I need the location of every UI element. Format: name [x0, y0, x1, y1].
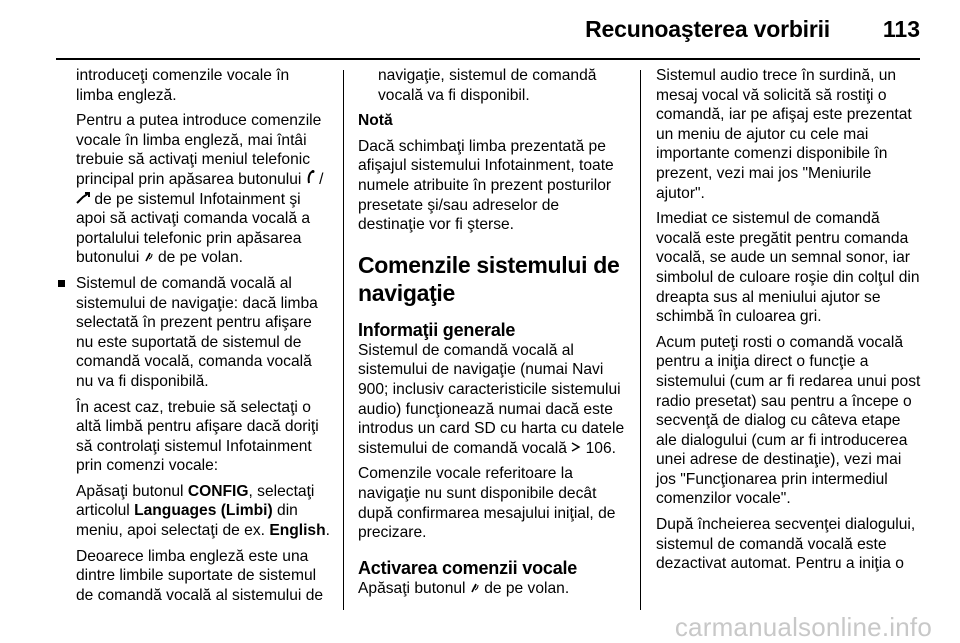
section-heading: Comenzile sistemului de navigaţie — [358, 251, 620, 306]
voice-control-icon — [470, 579, 480, 599]
paragraph — [56, 111, 330, 268]
paragraph-text: de pe volan. — [157, 249, 243, 267]
paragraph-text: de pe sistemul Infotainment şi apoi să activaţi comanda vocală a portalului telefonic prin apăsarea butonului — [76, 190, 311, 267]
list-item — [56, 274, 330, 392]
paragraph-text: , selectaţi articolul — [76, 482, 315, 520]
paragraph-text: de pe volan. — [484, 579, 570, 597]
paragraph-text: Sistemul de comandă vocală al sistemului de navigaţie (numai Navi 900; inclusiv caracteristicile sistemului audio) funcţionează numai dacă este introdus un card SD cu harta cu datele sistemului de comandă vocală — [358, 341, 625, 457]
voice-control-icon — [144, 248, 154, 268]
page-header — [0, 0, 960, 60]
subsection-heading: Informaţii generale — [358, 319, 516, 340]
note-text: Dacă schimbaţi limba prezentată pe afişajul sistemului Infotainment, toate numele atribuite în prezent posturilor presetate şi/sau adreselor de destinaţie vor fi şterse. — [358, 137, 614, 234]
paragraph: Imediat ce sistemul de comandă vocală este pregătit pentru comanda vocală, se aude un semnal sonor, iar simbolul de culoare roşie din colţul din dreapta sus al meniului ajutor se schimbă în culoarea gri. — [656, 210, 920, 326]
page-number: 113 — [882, 16, 920, 42]
config-button-label: CONFIG — [187, 482, 249, 500]
paragraph: Acum puteţi rosti o comandă vocală pentru a iniţia direct o funcţie a sistemului (cum ar fi redarea unui post radio presetat) sau pentru a începe o secvenţă de dialog cu câteva etape ale dialogului (cum ar fi introducerea unei adrese de destinaţie), vezi mai jos "Funcţionarea prin intermediul comenzilor vocale". — [656, 333, 921, 508]
phone-hangup-icon — [76, 190, 90, 210]
bullet-icon — [58, 280, 65, 287]
paragraph: navigaţie, sistemul de comandă vocală va fi disponibil. — [378, 67, 597, 104]
paragraph-text: . — [325, 522, 330, 540]
paragraph — [358, 341, 628, 459]
page-title: Recunoaşterea vorbirii — [585, 16, 830, 42]
paragraph: În acest caz, trebuie să selectaţi o altă limbă pentru afişare dacă doriţi să controlaţi sistemul Infotainment prin comenzi vocale: — [76, 398, 319, 475]
paragraph — [56, 482, 330, 541]
note-label: Notă — [358, 112, 393, 130]
paragraph: introduceţi comenzile vocale în limba engleză. — [76, 67, 290, 104]
paragraph-text: Apăsaţi butonul — [358, 579, 466, 597]
paragraph — [358, 579, 628, 599]
watermark: carmanualsonline.info — [674, 612, 932, 642]
paragraph: Deoarece limba engleză este una dintre limbile suportate de sistemul de comandă vocală al sistemului de — [76, 547, 324, 604]
paragraph-text: Pentru a putea introduce comenzile vocale în limba engleză, mai întâi trebuie să activaţi meniul telefonic principal prin apăsarea butonului — [76, 112, 322, 188]
paragraph-text: / — [319, 170, 324, 188]
list-item-text: Sistemul de comandă vocală al sistemului de navigaţie: dacă limba selectată în prezent pentru afişare nu este suportată de sistemul de comandă vocală, comanda vocală nu va fi disponibilă. — [76, 274, 318, 390]
column-left — [56, 66, 330, 611]
phone-pickup-icon — [306, 170, 315, 190]
paragraph-text: 106. — [585, 439, 616, 457]
paragraph: Comenzile vocale referitoare la navigaţie nu sunt disponibile decât după confirmarea mesajului iniţial, de precizare. — [358, 465, 616, 542]
subsection-heading: Activarea comenzii vocale — [358, 557, 578, 578]
paragraph-text: Apăsaţi butonul — [76, 482, 184, 500]
paragraph: După încheierea secvenţei dialogului, sistemul de comandă vocală este dezactivat automat. Pentru a iniţia o — [656, 516, 916, 573]
header-rule — [56, 58, 920, 60]
languages-menu-label: Languages (Limbi) — [134, 502, 273, 520]
paragraph: Sistemul audio trece în surdină, un mesaj vocal vă solicită să rostiţi o comandă, iar pe afişaj este prezentat un meniu de ajutor cu cele mai importante comenzi disponibile în prezent, vezi mai jos "Meniurile ajutor". — [656, 67, 912, 202]
paragraph-text: din meniu, apoi selectaţi de ex. — [76, 502, 298, 540]
column-divider — [343, 70, 344, 610]
english-option-label: English — [269, 522, 326, 540]
column-middle — [358, 66, 628, 604]
column-divider — [640, 70, 641, 610]
page-reference-icon — [571, 439, 581, 459]
column-right — [656, 66, 924, 580]
